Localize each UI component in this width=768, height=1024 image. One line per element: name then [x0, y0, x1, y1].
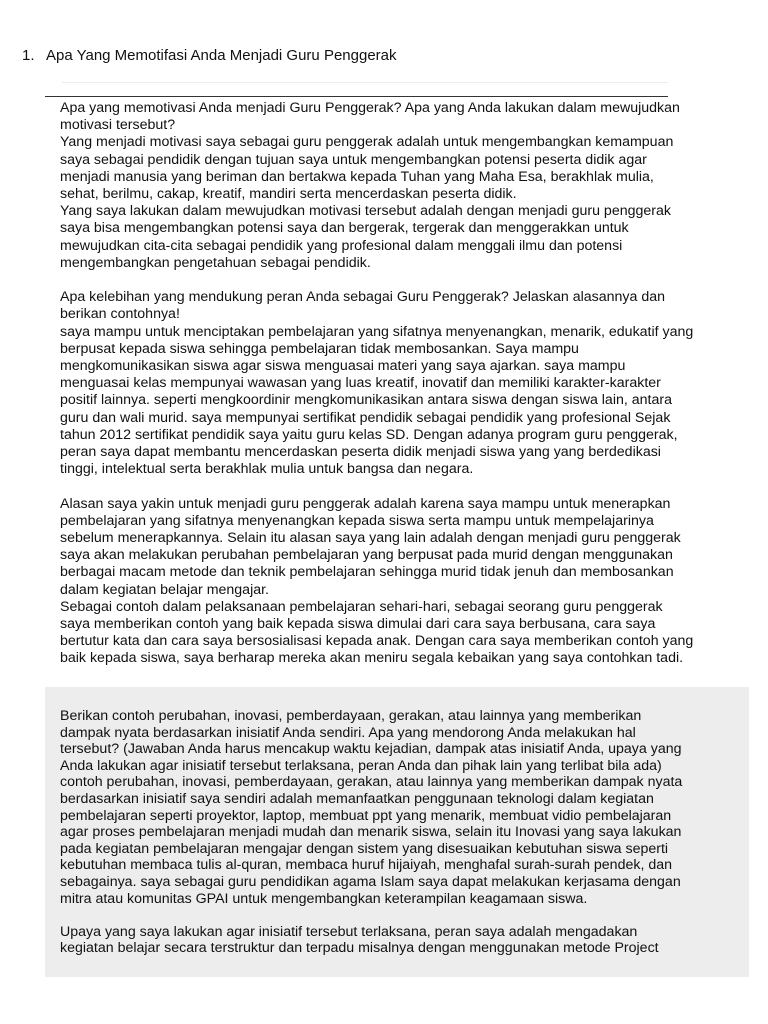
text-line: mitra atau komunitas GPAI untuk mengembangkan keterampilan keagamaan siswa. [60, 890, 588, 907]
text-line: positif lainnya. seperti mengkoordinir mengkomunikasikan antara siswa dengan siswa lain, antara [60, 392, 672, 409]
paragraph-gap [60, 478, 720, 495]
text-line: tersebut? (Jawaban Anda harus mencakup waktu kejadian, dampak atas inisiatif Anda, upaya yang [60, 741, 682, 758]
text-line: Upaya yang saya lakukan agar inisiatif tersebut terlaksana, peran saya adalah mengadakan [60, 923, 638, 940]
faint-divider [62, 82, 668, 83]
question-heading [22, 47, 397, 65]
section-strengths [60, 289, 720, 478]
text-line: berbagai macam metode dan teknik pembelajaran sehingga murid tidak jenuh dan membosankan [60, 564, 674, 581]
text-line: baik kepada siswa, saya berharap mereka akan meniru segala kebaikan yang saya contohkan tadi. [60, 650, 684, 667]
text-line: Alasan saya yakin untuk menjadi guru penggerak adalah karena saya mampu untuk menerapkan [60, 495, 671, 512]
text-line: Apa kelebihan yang mendukung peran Anda sebagai Guru Penggerak? Jelaskan alasannya dan [60, 289, 665, 306]
text-line: Anda lakukan agar inisiatif tersebut terlaksana, peran Anda dan pihak lain yang terlibat bila ada) [60, 757, 662, 774]
text-line: sebagainya. saya sebagai guru pendidikan agama Islam saya dapat melakukan kerjasama dengan [60, 873, 681, 890]
answer-divider [45, 96, 668, 97]
text-line: Sebagai contoh dalam pelaksanaan pembelajaran sehari-hari, sebagai seorang guru penggerak [60, 598, 663, 615]
question-number: 1. [22, 47, 35, 64]
text-line: tinggi, intelektual serta berakhlak mulia untuk bangsa dan negara. [60, 461, 474, 478]
text-line: berdasarkan inisiatif saya sendiri adalah memanfaatkan penggunaan teknologi dalam kegiatan [60, 790, 654, 807]
section-initiatives [60, 708, 740, 907]
text-line: pada kegiatan pembelajaran mengajar dengan sistem yang disesuaikan kebutuhan siswa seperti [60, 840, 669, 857]
text-line: saya bisa mengembangkan potensi saya dan bergerak, tergerak dan menggerakkan untuk [60, 220, 629, 237]
text-line: Yang menjadi motivasi saya sebagai guru penggerak adalah untuk mengembangkan kemampuan [60, 134, 674, 151]
text-line: mewujudkan cita-cita sebagai pendidik yang profesional dalam menggali ilmu dan potensi [60, 237, 623, 254]
text-line: motivasi tersebut? [60, 117, 176, 134]
text-line: peran saya dapat membantu mencerdaskan peserta didik menjadi siswa yang yang berdedikasi [60, 444, 661, 461]
text-line: Apa yang memotivasi Anda menjadi Guru Penggerak? Apa yang Anda lakukan dalam mewujudkan [60, 100, 680, 116]
text-line: pembelajaran yang sifatnya menyenangkan kepada siswa serta mampu untuk mempelajarinya [60, 512, 654, 529]
text-line: bertutur kata dan cara saya bersosialisasi kepada anak. Dengan cara saya memberikan contoh yang [60, 633, 694, 650]
paragraph-gap [60, 907, 740, 924]
text-line: kebutuhan membaca tulis al-quran, membaca huruf hijaiyah, menghafal surah-surah pendek, dan [60, 857, 673, 874]
text-line: contoh perubahan, inovasi, pemberdayaan, gerakan, atau lainnya yang memberikan dampak nyata [60, 774, 683, 791]
section-efforts [60, 924, 740, 957]
text-line: sebelum menerapkannya. Selain itu alasan saya yang lain adalah dengan menjadi guru penggerak [60, 530, 681, 547]
section-reasons [60, 496, 720, 668]
text-line: mengembangkan pengetahuan sebagai pendidik. [60, 254, 371, 271]
section-motivation [60, 100, 720, 272]
text-line: saya mampu untuk menciptakan pembelajaran yang sifatnya menyenangkan, menarik, edukatif yang [60, 323, 694, 340]
text-line: mengkomunikasikan siswa agar siswa menguasai materi yang saya ajarkan. saya mampu [60, 358, 626, 375]
paragraph-gap [60, 272, 720, 289]
text-line: kegiatan belajar secara terstruktur dan terpadu misalnya dengan menggunakan metode Project [60, 940, 659, 957]
text-line: saya akan melakukan perubahan pembelajaran yang berpusat pada murid dengan menggunakan [60, 547, 673, 564]
text-line: saya memberikan contoh yang baik kepada siswa dimulai dari cara saya berbusana, cara saya [60, 616, 656, 633]
text-line: sehat, berilmu, cakap, kreatif, mandiri serta mencerdaskan peserta didik. [60, 186, 517, 203]
text-line: dalam kegiatan belajar mengajar. [60, 581, 270, 598]
highlighted-answer-body [60, 708, 740, 957]
text-line: Berikan contoh perubahan, inovasi, pemberdayaan, gerakan, atau lainnya yang memberikan [60, 708, 642, 724]
text-line: agar proses pembelajaran menjadi mudah dan menarik siswa, selain itu Inovasi yang saya lakukan [60, 824, 682, 841]
question-title: Apa Yang Memotifasi Anda Menjadi Guru Penggerak [46, 47, 397, 64]
text-line: berpusat kepada siswa sehingga pembelajaran tidak membosankan. Saya mampu [60, 340, 579, 357]
text-line: dampak nyata berdasarkan inisiatif Anda sendiri. Apa yang mendorong Anda melakukan hal [60, 724, 636, 741]
text-line: guru dan wali murid. saya mempunyai sertifikat pendidik sebagai pendidik yang profesional Sejak [60, 409, 671, 426]
text-line: tahun 2012 sertifikat pendidik saya yaitu guru kelas SD. Dengan adanya program guru penggerak, [60, 426, 678, 443]
text-line: menguasai kelas mempunyai wawasan yang luas kreatif, inovatif dan memiliki karakter-karakter [60, 375, 661, 392]
text-line: pembelajaran seperti proyektor, laptop, membuat ppt yang menarik, membuat vidio pembelajaran [60, 807, 672, 824]
text-line: saya sebagai pendidik dengan tujuan saya untuk mengembangkan potensi peserta didik agar [60, 151, 647, 168]
text-line: menjadi manusia yang beriman dan bertakwa kepada Tuhan yang Maha Esa, berakhlak mulia, [60, 168, 654, 185]
text-line: berikan contohnya! [60, 306, 180, 323]
answer-body [60, 100, 720, 668]
text-line: Yang saya lakukan dalam mewujudkan motivasi tersebut adalah dengan menjadi guru penggerak [60, 203, 671, 220]
